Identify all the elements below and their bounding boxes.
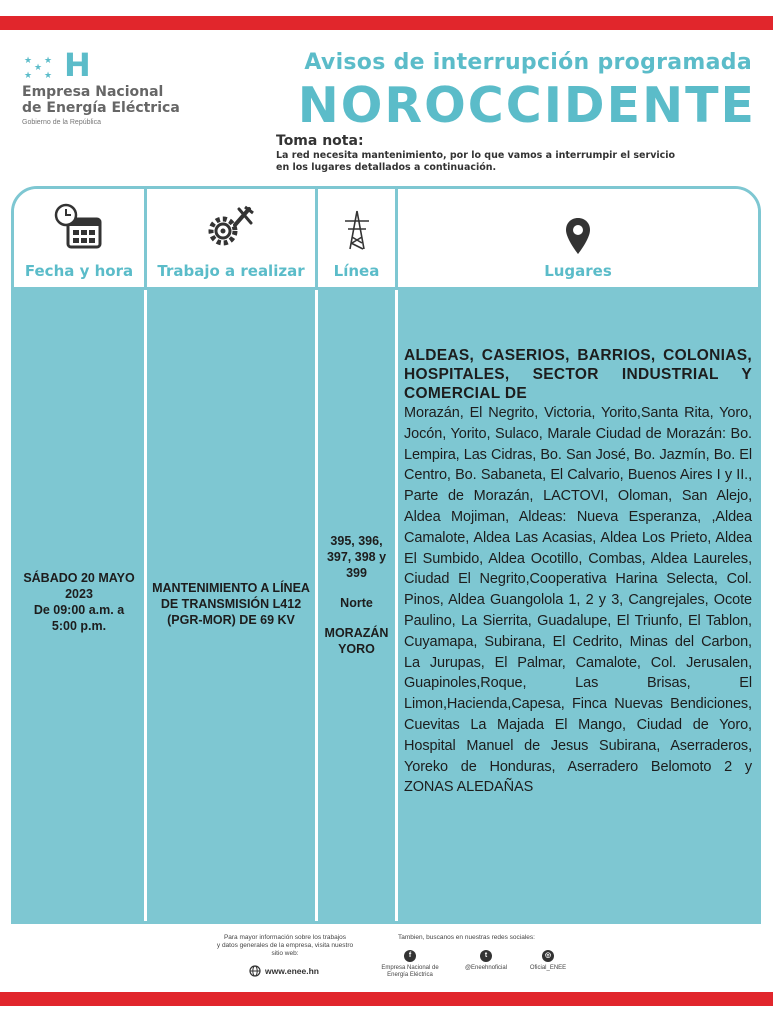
line-zone: Norte bbox=[340, 596, 373, 610]
footer-info-line1: Para mayor información sobre los trabajos bbox=[223, 934, 347, 941]
footer-website[interactable] bbox=[249, 965, 319, 977]
places-list: Morazán, El Negrito, Victoria, Yorito,Santa Rita, Yoro, Jocón, Yorito, Sulaco, Marale Ciudad de Morazán: Bo. Lempira, Las Cidras, Bo. San José, Bo. Jazmín, Bo. El Centro, Bo. Sabaneta, El Calvario, Buenos Aires I y II., Parte de Morazán, LACTOVI, Oloman, San Alejo, Aldea Mojiman, Aldeas: Nueva Esperanza, ,Aldea Camalote, Aldea Las Acasias, Aldea Los Prieto, Aldea El Sumbido, Aldea Ocotillo, Combas, Aldea Laureles, Ciudad El Negrito,Cooperativa Harina Selecta, Col. Pinos, Aldea Guangolola 1, 2 y 3, Cangrejales, Ocote Paulino, La Sierrita, Guadalupe, El Triunfo, El Tablon, Cuyamapa, Subirana, El Cedrito, Minas del Carbon, La Jurupas, El Palmar, Camalote, Col. Jerusalen, Guapinoles,Roque, Las Brisas, El Limon,Hacienda,Capesa, Finca Nuevas Bendiciones, Cuevitas La Majada El Mango, Ciudad de Yoro, Hospital Manuel de Jesus Subirana, Aserraderos, Yoreko de Honduras, Aserradero Belomoto 2 y ZONAS ALEDAÑAS bbox=[404, 405, 752, 796]
note-text bbox=[276, 150, 716, 174]
gear-wrench-icon bbox=[203, 203, 259, 249]
notice-title: Avisos de interrupción programada bbox=[304, 50, 752, 75]
date-line2: 2023 bbox=[65, 587, 93, 601]
date-line3: De 09:00 a.m. a bbox=[33, 603, 125, 617]
date-text bbox=[14, 570, 144, 634]
footer-info-line3: sitio web: bbox=[271, 950, 299, 957]
places-heading: ALDEAS, CASERIOS, BARRIOS, COLONIAS, HOSPITALES, SECTOR INDUSTRIAL Y COMERCIAL DE bbox=[404, 347, 752, 402]
line-line1: 395, 396, bbox=[330, 534, 383, 548]
cell-places bbox=[398, 290, 758, 924]
date-line1: SÁBADO 20 MAYO bbox=[23, 571, 135, 585]
facebook-line1: Empresa Nacional de bbox=[381, 965, 439, 971]
note-line2: en los lugares detallados a continuación. bbox=[276, 162, 497, 173]
places-text bbox=[404, 346, 752, 798]
header-work bbox=[147, 189, 315, 290]
website-link[interactable]: www.enee.hn bbox=[265, 966, 320, 976]
cell-date bbox=[14, 290, 144, 924]
social-intro: Tambien, buscanos en nuestras redes sociales: bbox=[398, 934, 535, 941]
line-text bbox=[318, 533, 395, 657]
twitter-icon: t bbox=[480, 950, 492, 962]
globe-icon bbox=[249, 965, 261, 977]
header-date-label: Fecha y hora bbox=[24, 262, 134, 280]
line-dept1: MORAZÁN bbox=[324, 626, 389, 640]
header-work-label: Trabajo a realizar bbox=[157, 262, 305, 280]
location-pin-icon bbox=[565, 217, 591, 255]
facebook-line2: Energía Eléctrica bbox=[387, 972, 433, 978]
instagram-icon: ◎ bbox=[542, 950, 554, 962]
work-line1: MANTENIMIENTO A LÍNEA bbox=[152, 581, 310, 595]
note-line1: La red necesita mantenimiento, por lo que vamos a interrumpir el servicio bbox=[276, 150, 676, 161]
calendar-clock-icon bbox=[54, 203, 104, 251]
logo-name-line2: de Energía Eléctrica bbox=[22, 100, 180, 116]
header-places-label: Lugares bbox=[544, 262, 612, 280]
logo-h-icon: H bbox=[64, 46, 91, 84]
logo-mark bbox=[22, 46, 232, 84]
body-divider-3 bbox=[395, 290, 398, 924]
stars-icon: ★ ★ ★ ★ ★ bbox=[24, 55, 53, 80]
header-line-label: Línea bbox=[333, 262, 380, 280]
instagram-link[interactable] bbox=[518, 950, 578, 972]
twitter-link[interactable] bbox=[456, 950, 516, 972]
header-line bbox=[318, 189, 395, 290]
twitter-handle: @Eneehnoficial bbox=[464, 965, 508, 971]
table-header-row bbox=[14, 189, 758, 290]
cell-work bbox=[147, 290, 315, 924]
work-line2: DE TRANSMISIÓN L412 bbox=[160, 597, 302, 611]
logo-government: Gobierno de la República bbox=[22, 119, 101, 126]
line-line3: 399 bbox=[346, 566, 367, 580]
header-date bbox=[14, 189, 144, 290]
table-row bbox=[14, 290, 758, 924]
enee-logo bbox=[22, 46, 232, 126]
body-divider-2 bbox=[315, 290, 318, 924]
facebook-icon: f bbox=[404, 950, 416, 962]
instagram-handle: Oficial_ENEE bbox=[529, 965, 567, 971]
region-title: NOROCCIDENTE bbox=[297, 77, 756, 134]
header-places bbox=[398, 189, 758, 290]
line-line2: 397, 398 y bbox=[326, 550, 387, 564]
outage-table bbox=[11, 186, 761, 924]
footer-info bbox=[200, 934, 370, 958]
date-line4: 5:00 p.m. bbox=[51, 619, 107, 633]
logo-name-line1: Empresa Nacional bbox=[22, 84, 164, 100]
line-dept2: YORO bbox=[338, 642, 375, 656]
top-red-bar bbox=[0, 16, 773, 30]
work-line3: (PGR-MOR) DE 69 KV bbox=[167, 613, 295, 627]
work-text bbox=[147, 580, 315, 628]
bottom-red-bar bbox=[0, 992, 773, 1006]
power-tower-icon bbox=[342, 209, 372, 251]
cell-line bbox=[318, 290, 395, 924]
note-label: Toma nota: bbox=[276, 133, 364, 149]
body-divider-1 bbox=[144, 290, 147, 924]
footer-info-line2: y datos generales de la empresa, visita nuestro bbox=[216, 942, 354, 949]
facebook-link[interactable] bbox=[380, 950, 440, 979]
